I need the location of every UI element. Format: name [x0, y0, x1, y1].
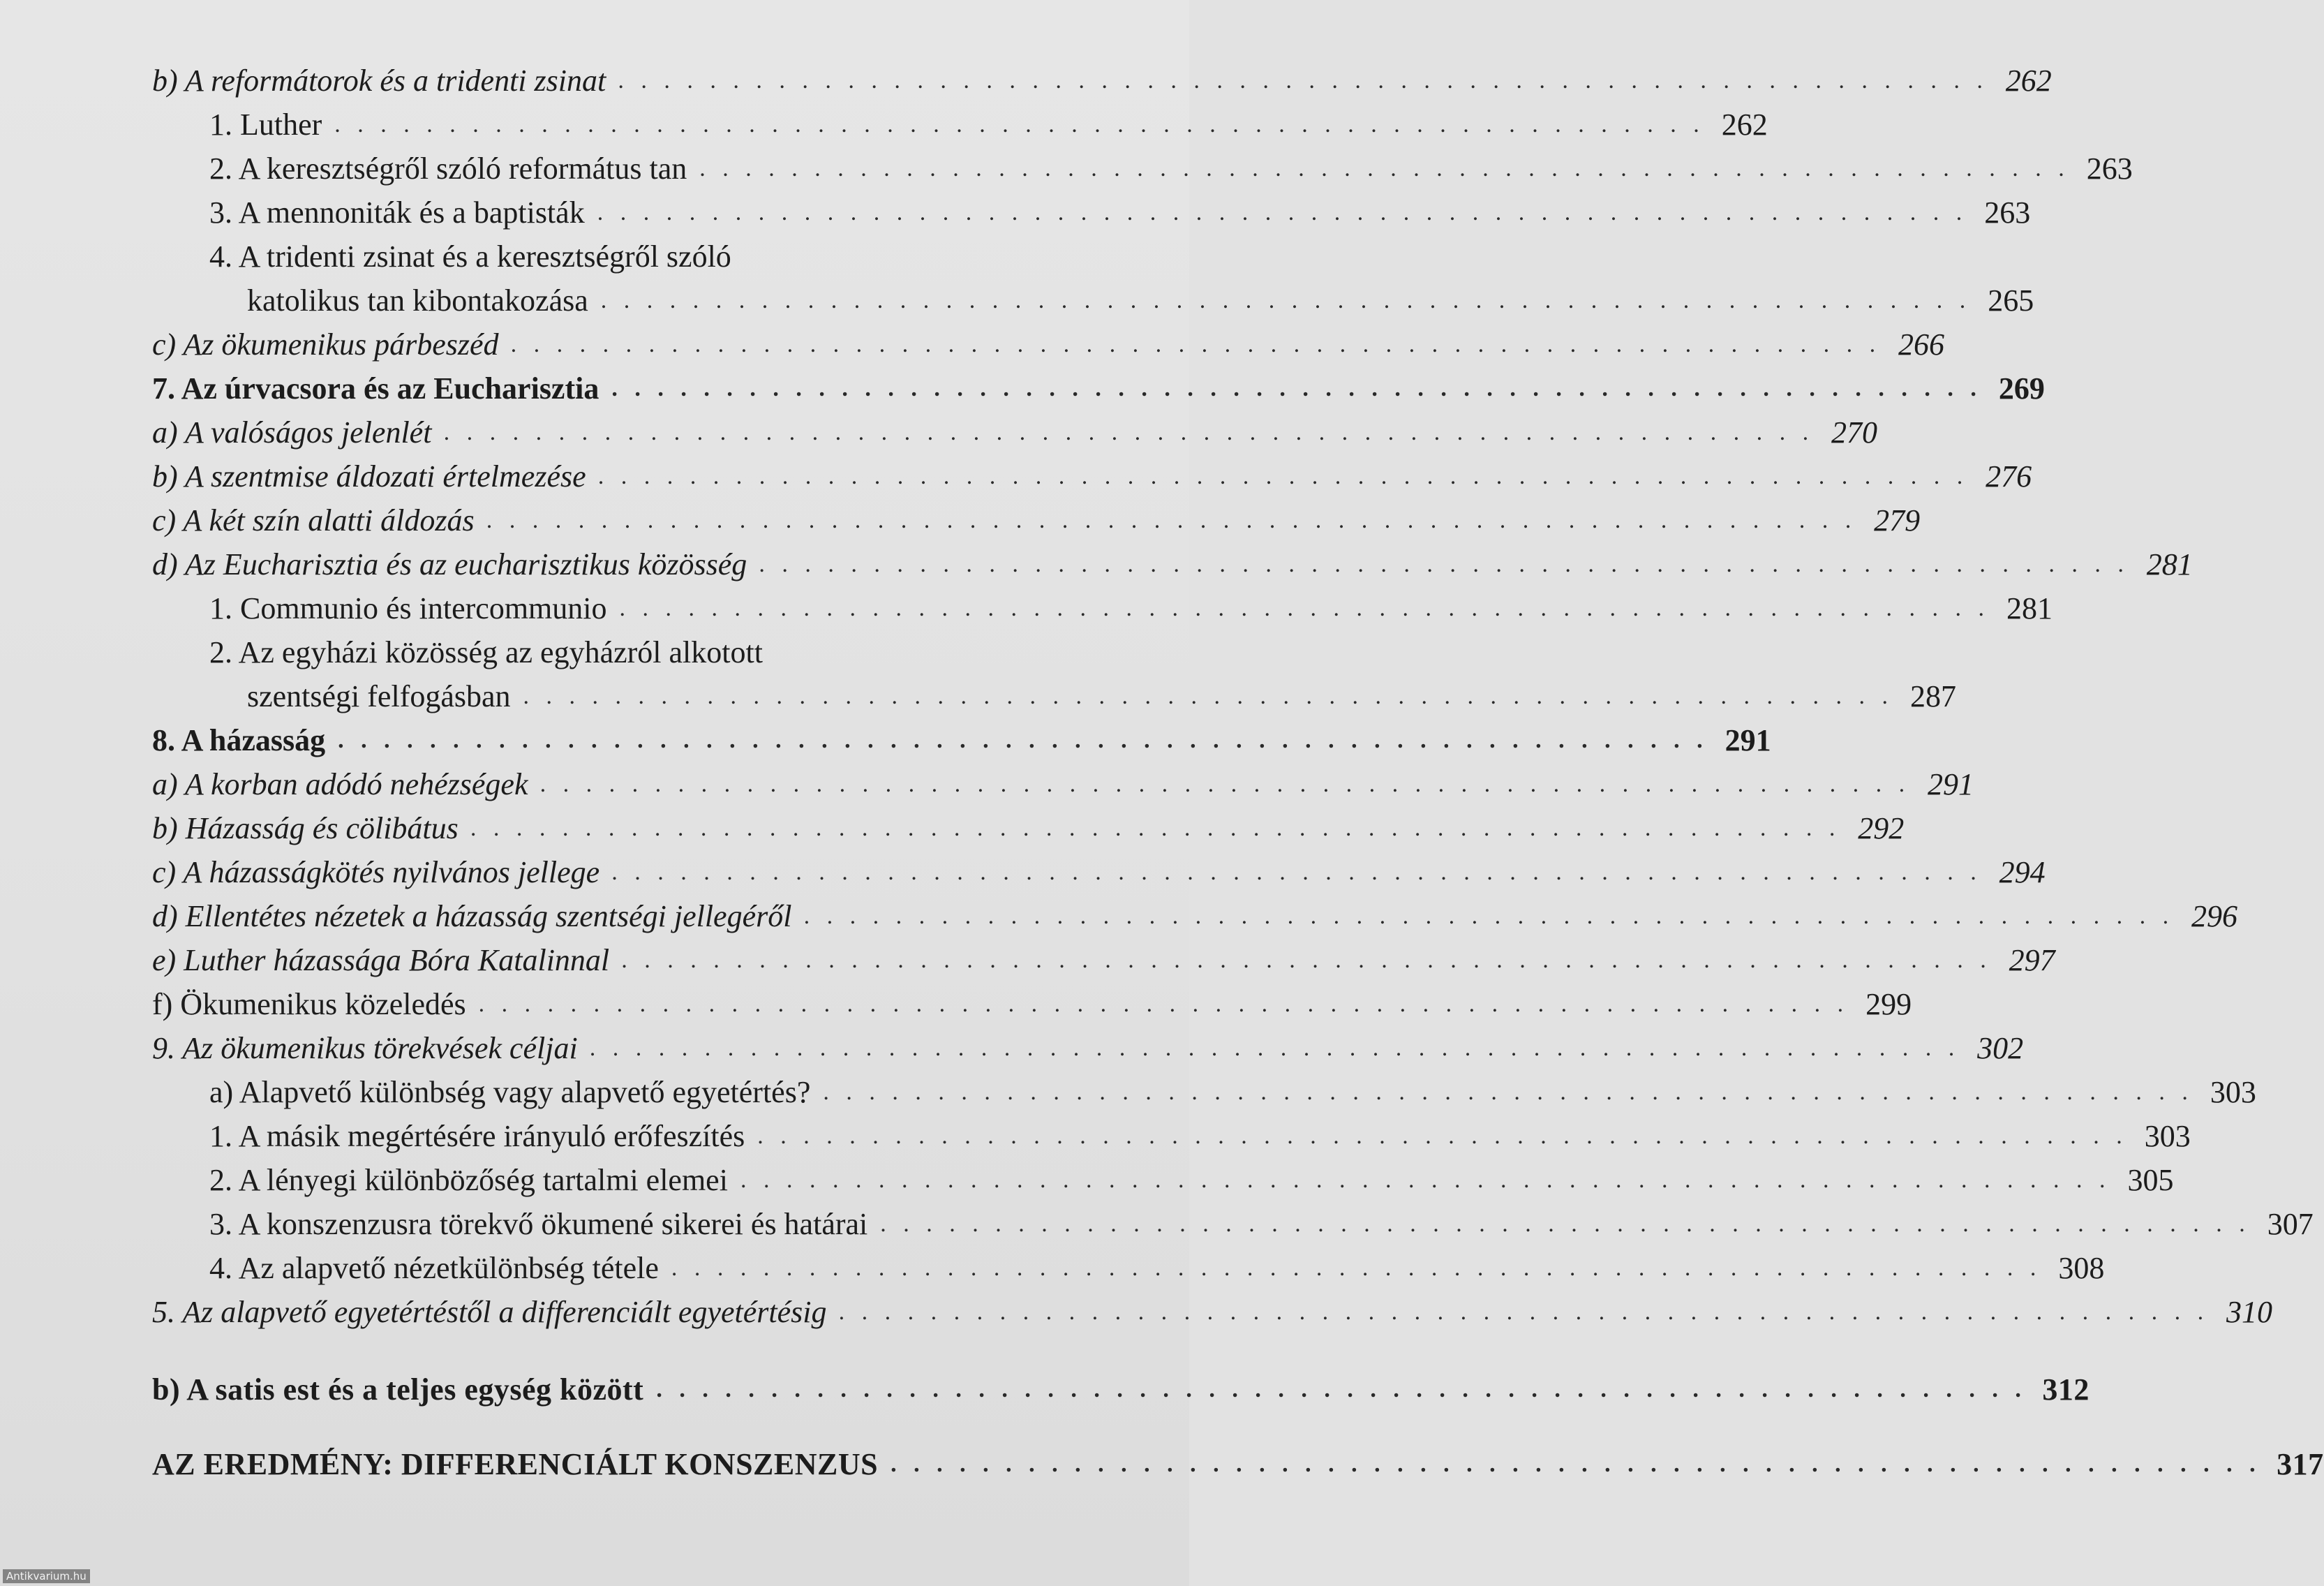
- toc-entry: [152, 1154, 2174, 1198]
- toc-page-number: 265: [1988, 283, 2034, 318]
- toc-entry: [152, 1110, 2191, 1154]
- toc-page-number: 276: [1986, 459, 2032, 494]
- toc-entry-title: 1. Communio és intercommunio: [209, 591, 607, 625]
- toc-part-heading: [152, 1363, 2090, 1407]
- watermark: Antikvarium.hu: [3, 1569, 90, 1583]
- toc-page-number: 281: [2006, 591, 2053, 625]
- toc-leader-dots: . . . . . . . . . . . . . . . . . . . . . . . . . . . . . . . . . . . . . . . . . . . . . . . . . . . . . . . . . . . .: [671, 1255, 2042, 1281]
- toc-entry-title: AZ EREDMÉNY: DIFFERENCIÁLT KONSZENZUS: [152, 1447, 879, 1481]
- toc-leader-dots: . . . . . . . . . . . . . . . . . . . . . . . . . . . . . . . . . . . . . . . . . . . . . . . . . . . . . . . . . . . .: [540, 771, 1911, 797]
- toc-leader-dots: . . . . . . . . . . . . . . . . . . . . . . . . . . . . . . . . . . . . . . . . . . . . . . . . . . . . . . . . . . . .: [656, 1377, 2027, 1402]
- toc-page-number: 262: [1721, 108, 1768, 142]
- toc-entry: [152, 186, 2031, 230]
- toc-entry-title: c) Az ökumenikus párbeszéd: [152, 327, 499, 362]
- toc-entry-title: szentségi felfogásban: [247, 679, 511, 713]
- toc-leader-dots: . . . . . . . . . . . . . . . . . . . . . . . . . . . . . . . . . . . . . . . . . . . . . . . . . . . . . . . . . . . .: [823, 1079, 2193, 1105]
- toc-entry-title: d) Ellentétes nézetek a házasság szentségi jellegéről: [152, 899, 792, 933]
- toc-entry: [152, 54, 2052, 98]
- toc-leader-dots: . . . . . . . . . . . . . . . . . . . . . . . . . . . . . . . . . . . . . . . . . . . . . . . . . . . . . . . . . . . .: [486, 507, 1858, 533]
- toc-page-number: 263: [2086, 151, 2133, 186]
- toc-entry: [152, 1242, 2105, 1286]
- toc-leader-dots: . . . . . . . . . . . . . . . . . . . . . . . . . . . . . . . . . . . . . . . . . . . . . . . . . . . . . . . . . . . .: [759, 551, 2130, 577]
- toc-page-number: 303: [2210, 1075, 2256, 1109]
- toc-leader-dots: . . . . . . . . . . . . . . . . . . . . . . . . . . . . . . . . . . . . . . . . . . . . . . . . . . . . . . . . . . . .: [600, 288, 1972, 313]
- toc-entry: [152, 230, 1117, 274]
- toc-page-number: 296: [2191, 899, 2237, 933]
- toc-entry-title: 4. Az alapvető nézetkülönbség tétele: [209, 1251, 659, 1285]
- toc-entry: [152, 98, 1768, 142]
- toc-entry: [152, 1286, 2272, 1330]
- toc-leader-dots: . . . . . . . . . . . . . . . . . . . . . . . . . . . . . . . . . . . . . . . . . . . . . . . . . . . . . . . . . . . .: [590, 1035, 1961, 1061]
- toc-entry-title: a) Alapvető különbség vagy alapvető egyetértés?: [209, 1075, 811, 1109]
- toc-entry-title: b) A szentmise áldozati értelmezése: [152, 459, 586, 494]
- toc-entry: [152, 1022, 2024, 1066]
- toc-leader-dots: . . . . . . . . . . . . . . . . . . . . . . . . . . . . . . . . . . . . . . . . . . . . . . . . . . . . . . . . . . . .: [757, 1123, 2128, 1149]
- toc-leader-dots: . . . . . . . . . . . . . . . . . . . . . . . . . . . . . . . . . . . . . . . . . . . . . . . . . . . . . . . . . . . .: [699, 156, 2070, 181]
- toc-page-number: 263: [1984, 195, 2031, 230]
- toc-page-number: 303: [2144, 1119, 2191, 1153]
- toc-entry-title: 2. A lényegi különbözőség tartalmi elemei: [209, 1163, 728, 1197]
- toc-entry-continuation: [152, 670, 1957, 714]
- toc-leader-dots: . . . . . . . . . . . . . . . . . . . . . . . . . . . . . . . . . . . . . . . . . . . . . . . . . . . . . . . . . . . .: [523, 683, 1894, 709]
- toc-entry-title: d) Az Eucharisztia és az eucharisztikus közösség: [152, 547, 747, 581]
- toc-entry-title: f) Ökumenikus közeledés: [152, 987, 466, 1021]
- toc-page-number: 279: [1874, 503, 1921, 538]
- toc-entry: [152, 142, 2133, 186]
- toc-entry: [152, 978, 1912, 1022]
- toc-entry-title: katolikus tan kibontakozása: [247, 283, 588, 318]
- toc-leader-dots: . . . . . . . . . . . . . . . . . . . . . . . . . . . . . . . . . . . . . . . . . . . . . . . . . . . . . . . . . . . .: [470, 815, 1842, 841]
- toc-entry: [152, 494, 1921, 538]
- toc-page-number: 292: [1858, 811, 1905, 845]
- toc-entry-title: 4. A tridenti zsinat és a keresztségről szóló: [209, 239, 731, 274]
- toc-page-number: 294: [1999, 855, 2046, 889]
- toc-leader-dots: . . . . . . . . . . . . . . . . . . . . . . . . . . . . . . . . . . . . . . . . . . . . . . . . . . . . . . . . . . . .: [334, 112, 1705, 138]
- toc-entry-title: 7. Az úrvacsora és az Eucharisztia: [152, 371, 599, 406]
- toc-entry: [152, 1066, 2256, 1110]
- toc-entry-title: 8. A házasság: [152, 723, 326, 757]
- toc-entry: [152, 802, 1905, 846]
- toc-entry-title: e) Luther házassága Bóra Katalinnal: [152, 943, 610, 977]
- toc-page-number: 291: [1927, 767, 1974, 801]
- toc-leader-dots: . . . . . . . . . . . . . . . . . . . . . . . . . . . . . . . . . . . . . . . . . . . . . . . . . . . . . . . . . . . .: [880, 1211, 2251, 1237]
- toc-entry-title: c) A két szín alatti áldozás: [152, 503, 475, 538]
- toc-entry-title: 3. A konszenzusra törekvő ökumené sikerei és határai: [209, 1207, 868, 1241]
- toc-page-number: 269: [1998, 371, 2045, 406]
- toc-page-number: 317: [2277, 1447, 2324, 1481]
- toc-page-number: 262: [2005, 64, 2052, 98]
- toc-page-number: 270: [1831, 415, 1877, 450]
- toc-page-number: 287: [1910, 679, 1957, 713]
- toc-leader-dots: . . . . . . . . . . . . . . . . . . . . . . . . . . . . . . . . . . . . . . . . . . . . . . . . . . . . . . . . . . . .: [597, 200, 1968, 225]
- toc-entry-title: 1. Luther: [209, 108, 322, 142]
- toc-entry-title: a) A korban adódó nehézségek: [152, 767, 528, 801]
- toc-entry: [152, 406, 1877, 450]
- toc-entry-title: b) Házasság és cölibátus: [152, 811, 459, 845]
- toc-leader-dots: . . . . . . . . . . . . . . . . . . . . . . . . . . . . . . . . . . . . . . . . . . . . . . . . . . . . . . . . . . . .: [618, 68, 1989, 94]
- toc-page-number: 299: [1865, 987, 1912, 1021]
- toc-entry: [152, 450, 2032, 494]
- toc-entry-title: b) A satis est és a teljes egység között: [152, 1372, 644, 1407]
- toc-chapter-heading: [152, 714, 1771, 758]
- toc-page-number: 308: [2058, 1251, 2105, 1285]
- toc-entry-title: a) A valóságos jelenlét: [152, 415, 432, 450]
- table-of-contents: [152, 54, 2324, 1482]
- toc-entry: [152, 318, 1945, 362]
- toc-entry: [152, 582, 2053, 626]
- toc-entry-continuation: [152, 274, 2034, 318]
- toc-entry: [152, 538, 2193, 582]
- toc-entry: [152, 758, 1974, 802]
- toc-leader-dots: . . . . . . . . . . . . . . . . . . . . . . . . . . . . . . . . . . . . . . . . . . . . . . . . . . . . . . . . . . . .: [338, 727, 1708, 753]
- toc-leader-dots: . . . . . . . . . . . . . . . . . . . . . . . . . . . . . . . . . . . . . . . . . . . . . . . . . . . . . . . . . . . .: [598, 464, 1969, 489]
- toc-entry-title: 3. A mennoniták és a baptisták: [209, 195, 585, 230]
- toc-leader-dots: . . . . . . . . . . . . . . . . . . . . . . . . . . . . . . . . . . . . . . . . . . . . . . . . . . . . . . . . . . . .: [619, 595, 1990, 621]
- toc-page-number: 305: [2127, 1163, 2174, 1197]
- toc-entry-title: 2. Az egyházi közösség az egyházról alkotott: [209, 635, 763, 669]
- toc-entry: [152, 846, 2046, 890]
- toc-page-number: 310: [2226, 1295, 2272, 1329]
- toc-page-number: 281: [2146, 547, 2193, 581]
- toc-entry-title: 5. Az alapvető egyetértéstől a differenciált egyetértésig: [152, 1295, 827, 1329]
- toc-page-number: 266: [1898, 327, 1945, 362]
- toc-entry-title: 2. A keresztségről szóló református tan: [209, 151, 687, 186]
- toc-entry-title: b) A reformátorok és a tridenti zsinat: [152, 64, 606, 98]
- toc-leader-dots: . . . . . . . . . . . . . . . . . . . . . . . . . . . . . . . . . . . . . . . . . . . . . . . . . . . . . . . . . . . .: [804, 903, 2175, 929]
- toc-leader-dots: . . . . . . . . . . . . . . . . . . . . . . . . . . . . . . . . . . . . . . . . . . . . . . . . . . . . . . . . . . . .: [444, 420, 1815, 445]
- toc-entry: [152, 626, 1117, 670]
- toc-entry: [152, 934, 2055, 978]
- toc-entry: [152, 1198, 2314, 1242]
- toc-leader-dots: . . . . . . . . . . . . . . . . . . . . . . . . . . . . . . . . . . . . . . . . . . . . . . . . . . . . . . . . . . . .: [891, 1451, 2261, 1477]
- toc-leader-dots: . . . . . . . . . . . . . . . . . . . . . . . . . . . . . . . . . . . . . . . . . . . . . . . . . . . . . . . . . . . .: [612, 859, 1983, 885]
- toc-leader-dots: . . . . . . . . . . . . . . . . . . . . . . . . . . . . . . . . . . . . . . . . . . . . . . . . . . . . . . . . . . . .: [478, 991, 1849, 1017]
- toc-leader-dots: . . . . . . . . . . . . . . . . . . . . . . . . . . . . . . . . . . . . . . . . . . . . . . . . . . . . . . . . . . . .: [740, 1167, 2111, 1193]
- toc-page-number: 312: [2042, 1372, 2090, 1407]
- toc-entry-title: 1. A másik megértésére irányuló erőfeszítés: [209, 1119, 745, 1153]
- toc-page-number: 297: [2009, 943, 2055, 977]
- toc-page-number: 291: [1725, 723, 1771, 757]
- toc-entry-title: 9. Az ökumenikus törekvések céljai: [152, 1031, 578, 1065]
- toc-chapter-heading: [152, 362, 2045, 406]
- toc-entry: [152, 890, 2237, 934]
- toc-leader-dots: . . . . . . . . . . . . . . . . . . . . . . . . . . . . . . . . . . . . . . . . . . . . . . . . . . . . . . . . . . . .: [611, 376, 1982, 401]
- toc-page-number: 302: [1977, 1031, 2024, 1065]
- toc-leader-dots: . . . . . . . . . . . . . . . . . . . . . . . . . . . . . . . . . . . . . . . . . . . . . . . . . . . . . . . . . . . .: [839, 1299, 2210, 1325]
- toc-leader-dots: . . . . . . . . . . . . . . . . . . . . . . . . . . . . . . . . . . . . . . . . . . . . . . . . . . . . . . . . . . . .: [622, 947, 1992, 973]
- toc-page-number: 307: [2267, 1207, 2314, 1241]
- toc-part-heading: [152, 1438, 2324, 1482]
- toc-entry-title: c) A házasságkötés nyilvános jellege: [152, 855, 600, 889]
- toc-leader-dots: . . . . . . . . . . . . . . . . . . . . . . . . . . . . . . . . . . . . . . . . . . . . . . . . . . . . . . . . . . . .: [511, 332, 1882, 357]
